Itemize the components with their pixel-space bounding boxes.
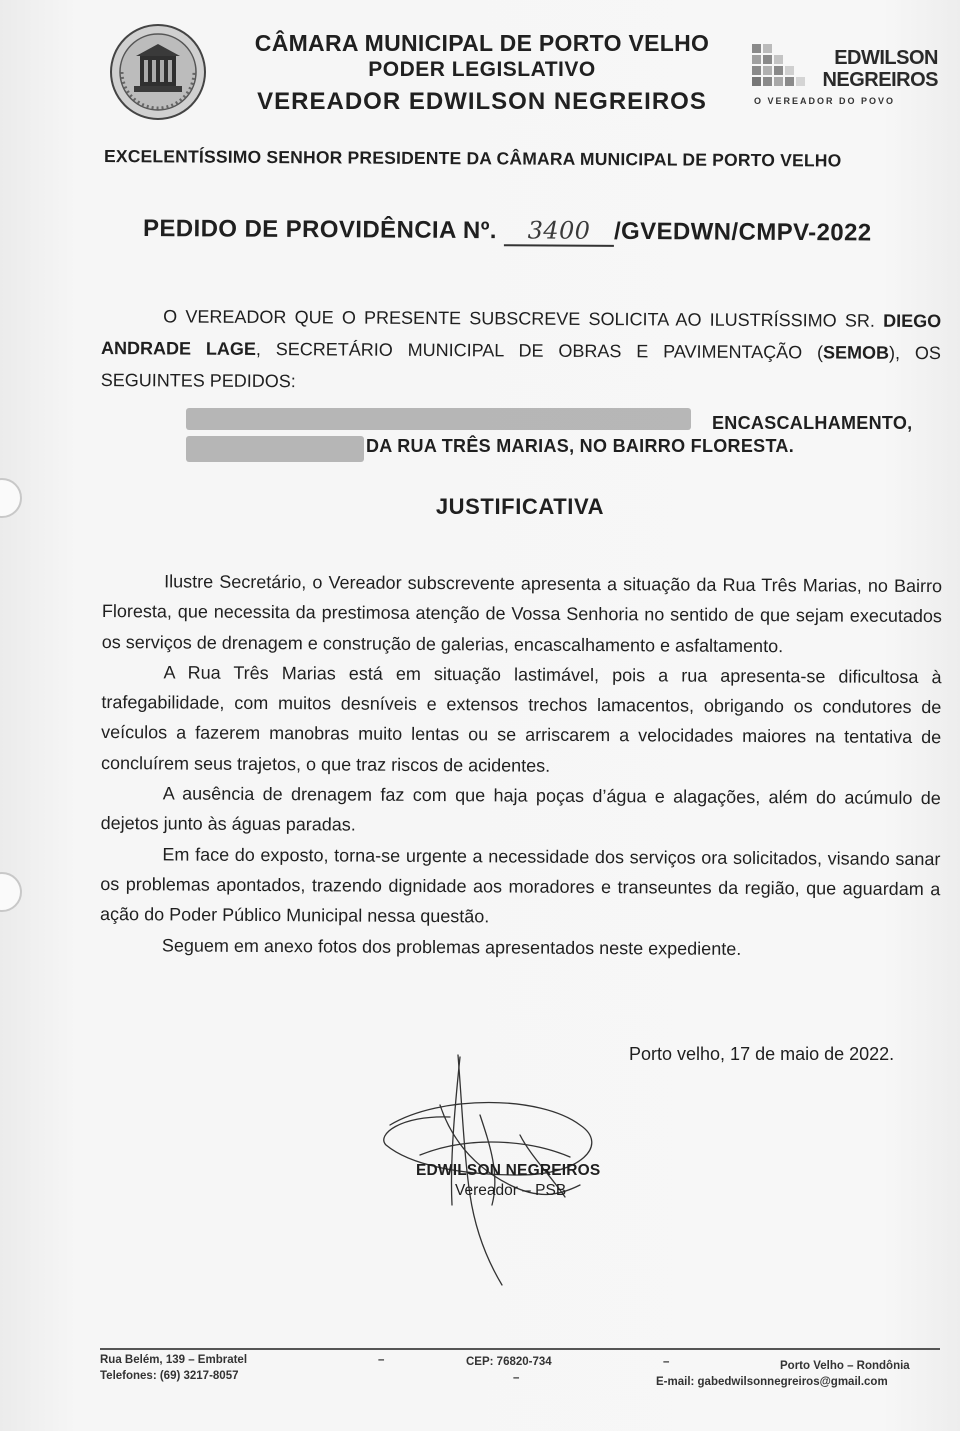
body-paragraph: Ilustre Secretário, o Vereador subscrevente apresenta a situação da Rua Três Marias, no Bairro Floresta, que necessita da prestimosa atenção de Vossa Senhoria no sentido de que sejam executados os serviços de drenagem e construção de galerias, encascalhamento e asfaltamento. [101, 571, 943, 656]
intro-paragraph [101, 300, 942, 401]
logo-grid-icon [752, 44, 812, 104]
header-chamber-name: CÂMARA MUNICIPAL DE PORTO VELHO [254, 30, 710, 56]
chamber-seal-icon [108, 22, 208, 122]
request-line-2: DA RUA TRÊS MARIAS, NO BAIRRO FLORESTA. [366, 436, 795, 456]
footer-email: E-mail: gabedwilsonnegreiros@gmail.com [656, 1376, 888, 1388]
footer-dash: – [513, 1372, 520, 1384]
intro-text-2: , SECRETÁRIO MUNICIPAL DE OBRAS E PAVIMENTAÇÃO ( [255, 338, 824, 363]
footer-cep: CEP: 76820-734 [466, 1356, 552, 1368]
intro-text-1: O VEREADOR QUE O PRESENTE SUBSCREVE SOLICITA AO ILUSTRÍSSIMO SR. [163, 306, 875, 331]
signer-role: Vereador – PSB [455, 1182, 567, 1199]
request-line-1: ENCASCALHAMENTO, [712, 413, 913, 433]
body-paragraph: A ausência de drenagem faz com que haja poças d’água e alagações, além do acúmulo de dejetos junto às águas paradas. [100, 783, 941, 835]
justification-body [100, 566, 942, 965]
logo-name-last: NEGREIROS [822, 69, 938, 91]
logo-name-first: EDWILSON [834, 47, 938, 69]
title-number: 3400 [504, 216, 614, 247]
date-line: Porto velho, 17 de maio de 2022. [629, 1044, 895, 1064]
document-title [143, 214, 923, 249]
title-suffix: /GVEDWN/CMPV-2022 [613, 217, 872, 247]
body-paragraph: Seguem em anexo fotos dos problemas apresentados neste expediente. [161, 934, 742, 959]
councilman-logo [752, 44, 942, 114]
intro-text-3: ), OS SEGUINTES PEDIDOS: [100, 342, 942, 392]
footer-dash: – [663, 1356, 670, 1368]
justification-heading: JUSTIFICATIVA [435, 494, 605, 519]
header-power: PODER LEGISLATIVO [368, 58, 596, 81]
footer-address: Rua Belém, 139 – Embratel [100, 1354, 248, 1366]
footer-divider [100, 1348, 940, 1350]
title-prefix: PEDIDO DE PROVIDÊNCIA Nº. [142, 215, 498, 245]
footer-city: Porto Velho – Rondônia [780, 1360, 910, 1372]
punch-hole-bottom [0, 872, 22, 912]
body-paragraph: Em face do exposto, torna-se urgente a necessidade dos serviços ora solicitados, visando sanar os problemas apontados, trazendo dignidade aos moradores e transeuntes da região, que aguardam a ação do Poder Público Municipal nessa questão. [100, 844, 941, 927]
footer-dash: – [378, 1354, 385, 1366]
signer-name: EDWILSON NEGREIROS [416, 1162, 601, 1179]
addressee: EXCELENTÍSSIMO SENHOR PRESIDENTE DA CÂMARA MUNICIPAL DE PORTO VELHO [103, 146, 842, 171]
header-councilman: VEREADOR EDWILSON NEGREIROS [257, 88, 707, 115]
logo-tagline: O VEREADOR DO POVO [754, 96, 896, 106]
footer-phone: Telefones: (69) 3217-8057 [100, 1370, 239, 1382]
body-paragraph: A Rua Três Marias está em situação lastimável, pois a rua apresenta-se dificultosa à trafegabilidade, com muitos desníveis e extensos trechos lamacentos, obrigando os condutores de veículos a fazerem manobras muito lentas ou se arriscarem a velocidades maiores na tentativa de concluírem seus trajetos, o que traz riscos de acidentes. [100, 662, 942, 776]
secretariat-acronym: SEMOB [823, 342, 890, 363]
secretary-name: DIEGO ANDRADE LAGE [100, 310, 942, 359]
